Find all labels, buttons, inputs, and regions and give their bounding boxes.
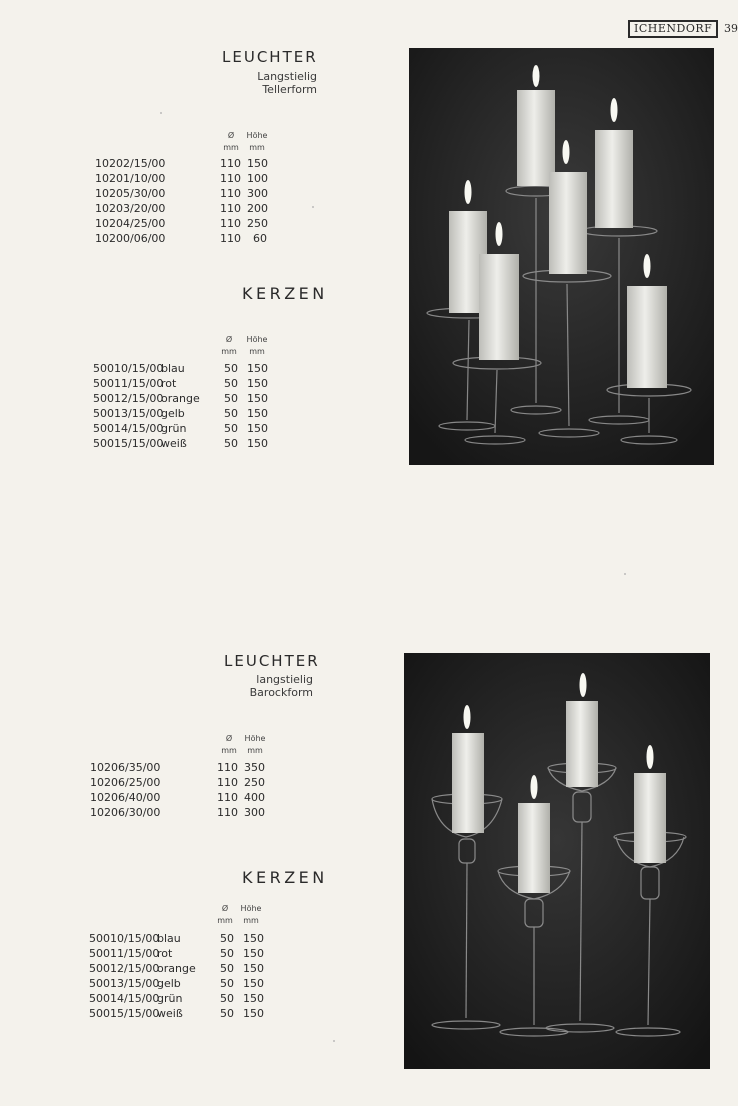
unit-diameter: mm [223, 143, 239, 152]
unit-height: mm [249, 347, 265, 356]
color-name: weiß [157, 1007, 183, 1020]
diameter-value: 110 [217, 791, 238, 804]
diameter-value: 110 [220, 187, 241, 200]
article-code: 50012/15/00 [89, 962, 160, 975]
product-photo-barockform [404, 653, 710, 1069]
diameter-value: 50 [220, 977, 234, 990]
product-table [0, 156, 400, 246]
diameter-value: 50 [224, 422, 238, 435]
color-name: gelb [157, 977, 181, 990]
height-value: 150 [243, 947, 264, 960]
table-row [0, 805, 400, 820]
color-name: orange [157, 962, 196, 975]
height-value: 150 [243, 932, 264, 945]
article-code: 50013/15/00 [89, 977, 160, 990]
height-value: 150 [247, 392, 268, 405]
article-code: 10206/40/00 [90, 791, 161, 804]
diameter-value: 110 [220, 217, 241, 230]
height-value: 150 [247, 362, 268, 375]
height-value: 350 [244, 761, 265, 774]
section-title-kerzen: KERZEN [242, 868, 328, 887]
subtitle-line: Langstielig [257, 70, 317, 83]
unit-diameter: mm [221, 347, 237, 356]
height-value: 300 [247, 187, 268, 200]
article-code: 50011/15/00 [93, 377, 164, 390]
color-name: orange [161, 392, 200, 405]
scan-speck [160, 112, 162, 114]
table-row [0, 991, 400, 1006]
table-row [0, 961, 400, 976]
article-code: 10206/35/00 [90, 761, 161, 774]
color-name: grün [157, 992, 183, 1005]
article-code: 10201/10/00 [95, 172, 166, 185]
color-name: grün [161, 422, 187, 435]
height-value: 150 [247, 157, 268, 170]
diameter-value: 110 [220, 202, 241, 215]
article-code: 50011/15/00 [89, 947, 160, 960]
table-header [0, 334, 400, 358]
diameter-value: 50 [220, 1007, 234, 1020]
color-name: rot [161, 377, 177, 390]
unit-diameter: mm [221, 746, 237, 755]
subtitle-line: langstielig [256, 673, 313, 686]
table-row [0, 216, 400, 231]
table-row [0, 1006, 400, 1021]
article-code: 50013/15/00 [93, 407, 164, 420]
article-code: 10202/15/00 [95, 157, 166, 170]
table-row [0, 976, 400, 991]
article-code: 50010/15/00 [93, 362, 164, 375]
color-name: weiß [161, 437, 187, 450]
article-code: 10203/20/00 [95, 202, 166, 215]
candle-table [0, 931, 400, 1021]
article-code: 10200/06/00 [95, 232, 166, 245]
section-title-kerzen: KERZEN [242, 284, 328, 303]
diameter-value: 50 [220, 992, 234, 1005]
table-row [0, 391, 400, 406]
table-row [0, 156, 400, 171]
table-row [0, 376, 400, 391]
article-code: 50014/15/00 [93, 422, 164, 435]
height-value: 150 [243, 962, 264, 975]
height-label: Höhe [246, 335, 268, 344]
article-code: 50015/15/00 [93, 437, 164, 450]
article-code: 10205/30/00 [95, 187, 166, 200]
scan-speck [312, 206, 314, 208]
diameter-symbol: Ø [225, 734, 233, 743]
table-row [0, 231, 400, 246]
table-row [0, 931, 400, 946]
diameter-value: 110 [217, 776, 238, 789]
diameter-value: 50 [224, 407, 238, 420]
diameter-value: 50 [220, 947, 234, 960]
height-value: 250 [244, 776, 265, 789]
height-value: 400 [244, 791, 265, 804]
height-label: Höhe [240, 904, 262, 913]
diameter-value: 110 [217, 806, 238, 819]
table-row [0, 760, 400, 775]
article-code: 10206/25/00 [90, 776, 161, 789]
unit-height: mm [247, 746, 263, 755]
section-title-leuchter-barockform: LEUCHTER [224, 652, 320, 670]
table-row [0, 775, 400, 790]
brand-logo-box: ICHENDORF [628, 20, 718, 38]
table-header [0, 903, 400, 927]
height-value: 300 [244, 806, 265, 819]
diameter-symbol: Ø [227, 131, 235, 140]
height-value: 150 [243, 1007, 264, 1020]
product-table [0, 760, 400, 820]
section-subtitle [200, 70, 317, 96]
diameter-value: 50 [220, 932, 234, 945]
height-label: Höhe [246, 131, 268, 140]
candle-table [0, 361, 400, 451]
section-title-leuchter-tellerform: LEUCHTER [222, 48, 318, 66]
color-name: blau [157, 932, 181, 945]
height-value: 150 [247, 437, 268, 450]
table-row [0, 406, 400, 421]
candle-holders-illustration [409, 48, 714, 465]
candle-holders-illustration [404, 653, 710, 1069]
height-value: 100 [247, 172, 268, 185]
diameter-value: 50 [224, 392, 238, 405]
diameter-value: 50 [224, 377, 238, 390]
article-code: 50015/15/00 [89, 1007, 160, 1020]
article-code: 10206/30/00 [90, 806, 161, 819]
height-value: 60 [253, 232, 267, 245]
diameter-value: 50 [220, 962, 234, 975]
table-row [0, 790, 400, 805]
article-code: 50012/15/00 [93, 392, 164, 405]
product-photo-tellerform [409, 48, 714, 465]
article-code: 50014/15/00 [89, 992, 160, 1005]
height-value: 200 [247, 202, 268, 215]
unit-height: mm [243, 916, 259, 925]
article-code: 10204/25/00 [95, 217, 166, 230]
height-value: 150 [243, 992, 264, 1005]
table-row [0, 186, 400, 201]
color-name: gelb [161, 407, 185, 420]
table-row [0, 201, 400, 216]
height-value: 150 [247, 422, 268, 435]
height-label: Höhe [244, 734, 266, 743]
diameter-symbol: Ø [221, 904, 229, 913]
table-row [0, 946, 400, 961]
section-subtitle [200, 673, 313, 699]
article-code: 50010/15/00 [89, 932, 160, 945]
table-header [0, 733, 400, 757]
table-row [0, 436, 400, 451]
table-header [0, 130, 400, 154]
color-name: blau [161, 362, 185, 375]
table-row [0, 421, 400, 436]
height-value: 150 [247, 377, 268, 390]
height-value: 150 [243, 977, 264, 990]
diameter-value: 110 [220, 157, 241, 170]
subtitle-line: Barockform [249, 686, 313, 699]
color-name: rot [157, 947, 173, 960]
scan-speck [333, 1040, 335, 1042]
height-value: 150 [247, 407, 268, 420]
scan-speck [624, 573, 626, 575]
table-row [0, 361, 400, 376]
diameter-value: 50 [224, 362, 238, 375]
diameter-value: 50 [224, 437, 238, 450]
page-number: 39 [724, 22, 738, 35]
height-value: 250 [247, 217, 268, 230]
table-row [0, 171, 400, 186]
diameter-value: 110 [220, 172, 241, 185]
unit-height: mm [249, 143, 265, 152]
unit-diameter: mm [217, 916, 233, 925]
diameter-symbol: Ø [225, 335, 233, 344]
diameter-value: 110 [217, 761, 238, 774]
diameter-value: 110 [220, 232, 241, 245]
subtitle-line: Tellerform [262, 83, 317, 96]
